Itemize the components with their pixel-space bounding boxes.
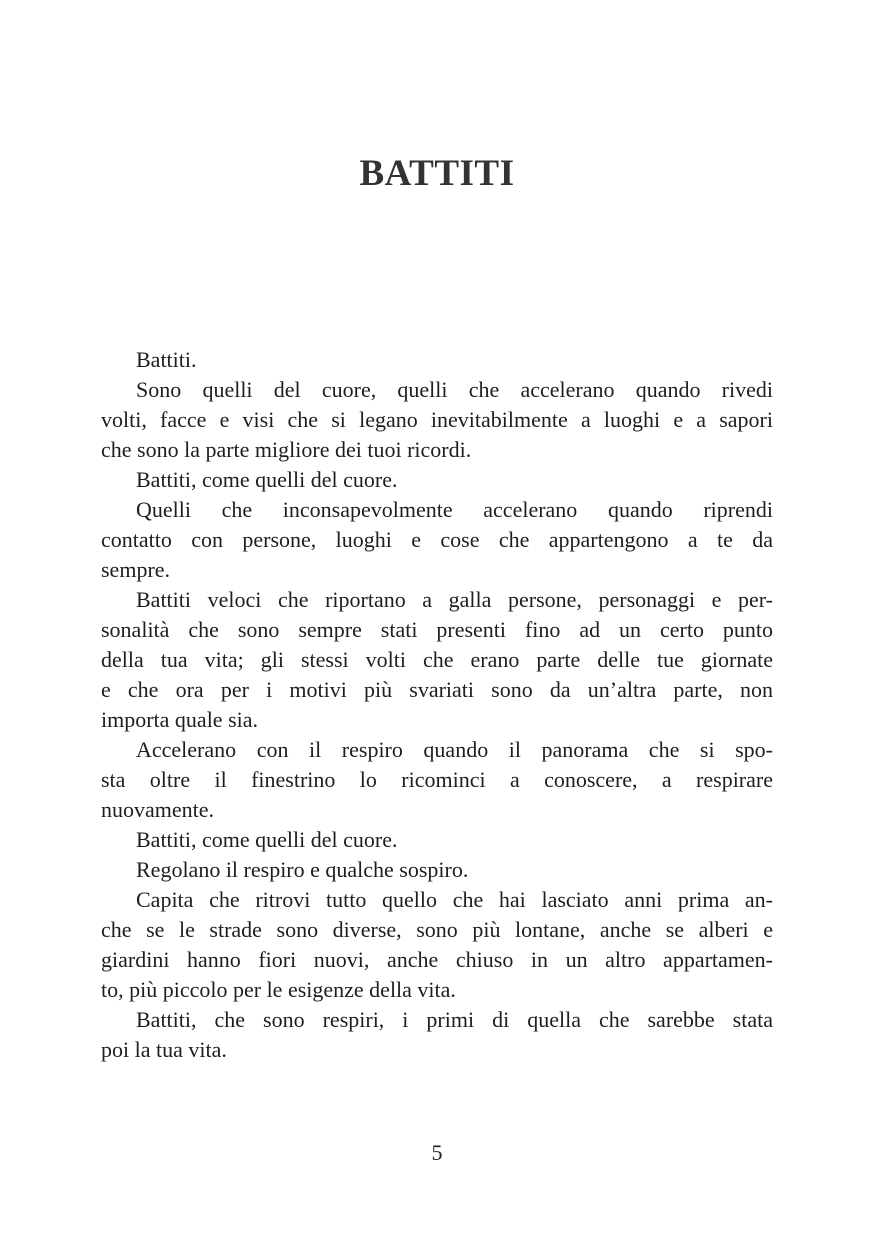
text-line: poi la tua vita.: [101, 1037, 227, 1062]
text-line: volti, facce e visi che si legano inevitabilmente a luoghi e a sapori: [101, 407, 773, 432]
text-line: Capita che ritrovi tutto quello che hai lasciato anni prima an-: [136, 887, 773, 912]
text-line: che sono la parte migliore dei tuoi ricordi.: [101, 437, 472, 462]
chapter-title: BATTITI: [359, 153, 515, 194]
page-number: 5: [431, 1140, 443, 1165]
text-line: e che ora per i motivi più svariati sono da un’altra parte, non: [101, 677, 773, 702]
text-line: nuovamente.: [101, 797, 215, 822]
text-line: Battiti, che sono respiri, i primi di quella che sarebbe stata: [136, 1007, 773, 1032]
text-line: Battiti, come quelli del cuore.: [136, 827, 398, 852]
text-line: sempre.: [101, 557, 171, 582]
text-line: sta oltre il finestrino lo ricominci a conoscere, a respirare: [101, 767, 773, 792]
text-line: importa quale sia.: [101, 707, 259, 732]
body-text: [101, 345, 773, 1065]
text-line: Battiti veloci che riportano a galla persone, personaggi e per-: [136, 587, 773, 612]
text-line: Battiti, come quelli del cuore.: [136, 467, 398, 492]
text-line: Sono quelli del cuore, quelli che accelerano quando rivedi: [136, 377, 773, 402]
text-line: Battiti.: [136, 347, 197, 372]
text-line: giardini hanno fiori nuovi, anche chiuso in un altro appartamen-: [101, 947, 773, 972]
text-line: Quelli che inconsapevolmente accelerano quando riprendi: [136, 497, 773, 522]
text-line: to, più piccolo per le esigenze della vita.: [101, 977, 456, 1002]
text-line: sonalità che sono sempre stati presenti fino ad un certo punto: [101, 617, 773, 642]
text-line: della tua vita; gli stessi volti che erano parte delle tue giornate: [101, 647, 773, 672]
text-line: Accelerano con il respiro quando il panorama che si spo-: [136, 737, 773, 762]
text-line: Regolano il respiro e qualche sospiro.: [136, 857, 469, 882]
text-line: contatto con persone, luoghi e cose che appartengono a te da: [101, 527, 773, 552]
text-line: che se le strade sono diverse, sono più lontane, anche se alberi e: [101, 917, 773, 942]
